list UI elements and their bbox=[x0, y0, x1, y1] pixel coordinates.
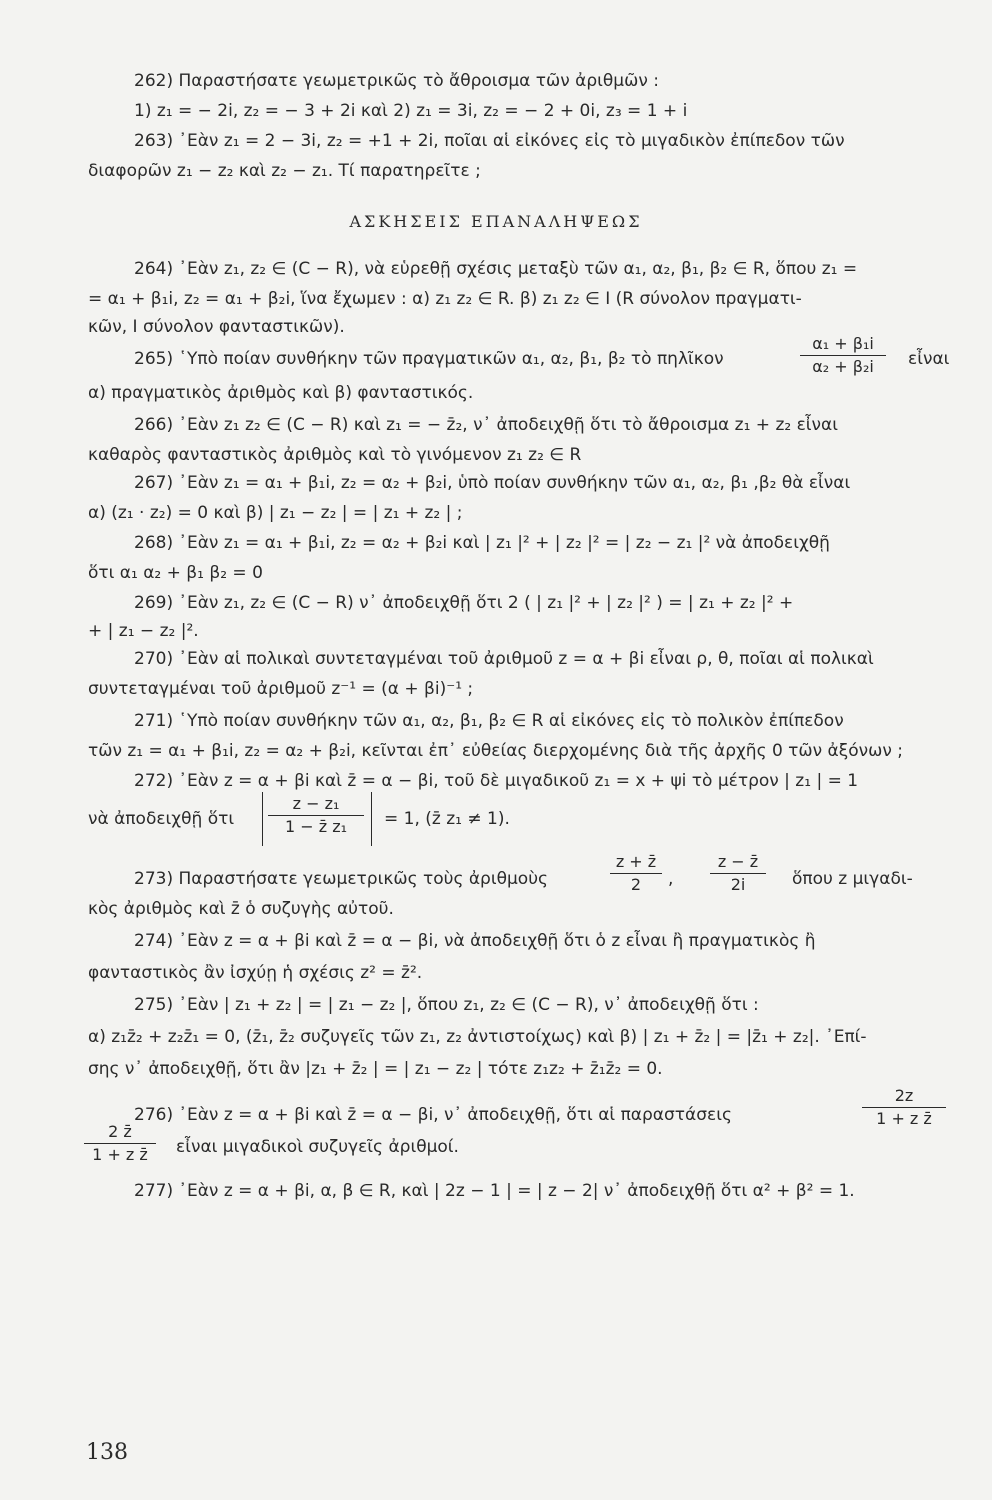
fraction-denominator: 2i bbox=[730, 875, 746, 894]
fraction-numerator: z − z₁ bbox=[292, 794, 340, 813]
exercise-270-cont: συντεταγμέναι τοῦ ἀριθμοῦ z⁻¹ = (α + βi)⁻¹ ; bbox=[88, 679, 474, 699]
exercise-264-cont2: κῶν, I σύνολον φανταστικῶν). bbox=[88, 317, 345, 337]
exercise-272-result: = 1, (z̄ z₁ ≠ 1). bbox=[384, 809, 510, 829]
exercise-275: 275) ᾿Εὰν | z₁ + z₂ | = | z₁ − z₂ |, ὅπου z₁, z₂ ∈ (C − R), ν᾿ ἀποδειχθῇ ὅτι : bbox=[134, 995, 759, 1015]
exercise-271-cont: τῶν z₁ = α₁ + β₁i, z₂ = α₂ + β₂i, κεῖνται ἐπ᾿ εὐθείας διερχομένης διὰ τῆς ἀρχῆς 0 τῶν ἀξόνων ; bbox=[88, 741, 903, 761]
fraction-bar bbox=[710, 873, 766, 874]
fraction-denominator: α₂ + β₂i bbox=[812, 357, 874, 376]
section-heading: ΑΣΚΗΣΕΙΣ ΕΠΑΝΑΛΗΨΕΩΣ bbox=[349, 212, 643, 231]
fraction-numerator: z − z̄ bbox=[717, 852, 759, 871]
fraction-273a bbox=[610, 852, 662, 895]
exercise-276: 276) ᾿Εὰν z = α + βi καὶ z̄ = α − βi, ν᾿ ἀποδειχθῇ, ὅτι αἱ παραστάσεις bbox=[134, 1105, 732, 1125]
fraction-numerator: z + z̄ bbox=[615, 852, 657, 871]
fraction-272 bbox=[268, 794, 364, 837]
exercise-270: 270) ᾿Εὰν αἱ πολικαὶ συντεταγμέναι τοῦ ἀριθμοῦ z = α + βi εἶναι ρ, θ, ποῖαι αἱ πολικαὶ bbox=[134, 649, 874, 669]
exercise-273-end: ὅπου z μιγαδι- bbox=[792, 869, 913, 889]
page-number: 138 bbox=[86, 1440, 128, 1465]
exercise-276-cont: εἶναι μιγαδικοὶ συζυγεῖς ἀριθμοί. bbox=[176, 1137, 459, 1157]
exercise-277: 277) ᾿Εὰν z = α + βi, α, β ∈ R, καὶ | 2z − 1 | = | z − 2| ν᾿ ἀποδειχθῇ ὅτι α² + β² = 1. bbox=[134, 1181, 855, 1201]
exercise-263: 263) ᾿Εὰν z₁ = 2 − 3i, z₂ = +1 + 2i, ποῖαι αἱ εἰκόνες εἰς τὸ μιγαδικὸν ἐπίπεδον τῶν bbox=[134, 131, 845, 151]
exercise-272-cont: νὰ ἀποδειχθῇ ὅτι bbox=[88, 809, 235, 829]
fraction-numerator: α₁ + β₁i bbox=[812, 334, 874, 353]
fraction-bar bbox=[610, 873, 662, 874]
fraction-bar bbox=[84, 1143, 156, 1144]
fraction-denominator: 2 bbox=[630, 875, 642, 894]
exercise-266: 266) ᾿Εὰν z₁ z₂ ∈ (C − R) καὶ z₁ = − z̄₂, ν᾿ ἀποδειχθῇ ὅτι τὸ ἄθροισμα z₁ + z₂ εἶναι bbox=[134, 415, 838, 435]
fraction-denominator: 1 + z z̄ bbox=[92, 1145, 148, 1164]
exercise-267-cont: α) (z₁ · z₂) = 0 καὶ β) | z₁ − z₂ | = | z₁ + z₂ | ; bbox=[88, 503, 463, 523]
fraction-bar bbox=[862, 1107, 946, 1108]
exercise-263-cont: διαφορῶν z₁ − z₂ καὶ z₂ − z₁. Τί παρατηρεῖτε ; bbox=[88, 161, 481, 181]
exercise-264: 264) ᾿Εὰν z₁, z₂ ∈ (C − R), νὰ εὑρεθῇ σχέσις μεταξὺ τῶν α₁, α₂, β₁, β₂ ∈ R, ὅπου z₁ = bbox=[134, 259, 858, 279]
fraction-273b bbox=[710, 852, 766, 895]
exercise-275-cont2: σης ν᾿ ἀποδειχθῇ, ὅτι ἂν |z₁ + z̄₂ | = | z₁ − z₂ | τότε z₁z₂ + z̄₁z̄₂ = 0. bbox=[88, 1059, 663, 1079]
fraction-numerator: 2z bbox=[894, 1086, 914, 1105]
fraction-denominator: 1 + z z̄ bbox=[876, 1109, 932, 1128]
exercise-266-cont: καθαρὸς φανταστικὸς ἀριθμὸς καὶ τὸ γινόμενον z₁ z₂ ∈ R bbox=[88, 445, 582, 465]
exercise-269: 269) ᾿Εὰν z₁, z₂ ∈ (C − R) ν᾿ ἀποδειχθῇ ὅτι 2 ( | z₁ |² + | z₂ |² ) = | z₁ + z₂ |² + bbox=[134, 593, 794, 613]
fraction-numerator: 2 z̄ bbox=[108, 1122, 132, 1141]
comma: , bbox=[668, 869, 674, 889]
exercise-273-cont: κὸς ἀριθμὸς καὶ z̄ ὁ συζυγὴς αὐτοῦ. bbox=[88, 899, 394, 919]
exercise-265: 265) ῾Υπὸ ποίαν συνθήκην τῶν πραγματικῶν α₁, α₂, β₁, β₂ τὸ πηλῖκον bbox=[134, 349, 724, 369]
exercise-262-parts: 1) z₁ = − 2i, z₂ = − 3 + 2i καὶ 2) z₁ = 3i, z₂ = − 2 + 0i, z₃ = 1 + i bbox=[134, 101, 688, 121]
exercise-275-cont: α) z₁z̄₂ + z₂z̄₁ = 0, (z̄₁, z̄₂ συζυγεῖς τῶν z₁, z₂ ἀντιστοίχως) καὶ β) | z₁ + z̄₂ | = |z̄₁ + z₂|. ᾿Επί- bbox=[88, 1027, 867, 1047]
exercise-267: 267) ᾿Εὰν z₁ = α₁ + β₁i, z₂ = α₂ + β₂i, ὑπὸ ποίαν συνθήκην τῶν α₁, α₂, β₁ ,β₂ θὰ εἶναι bbox=[134, 473, 851, 493]
exercise-268-cont: ὅτι α₁ α₂ + β₁ β₂ = 0 bbox=[88, 563, 263, 583]
exercise-274: 274) ᾿Εὰν z = α + βi καὶ z̄ = α − βi, νὰ ἀποδειχθῇ ὅτι ὁ z εἶναι ἢ πραγματικὸς ἢ bbox=[134, 931, 816, 951]
exercise-271: 271) ῾Υπὸ ποίαν συνθήκην τῶν α₁, α₂, β₁, β₂ ∈ R αἱ εἰκόνες εἰς τὸ πολικὸν ἐπίπεδον bbox=[134, 711, 844, 731]
fraction-265 bbox=[800, 334, 886, 377]
exercise-268: 268) ᾿Εὰν z₁ = α₁ + β₁i, z₂ = α₂ + β₂i καὶ | z₁ |² + | z₂ |² = | z₂ − z₁ |² νὰ ἀποδειχθῇ bbox=[134, 533, 830, 553]
fraction-bar bbox=[800, 355, 886, 356]
fraction-denominator: 1 − z̄ z₁ bbox=[284, 817, 348, 836]
exercise-265-end: εἶναι bbox=[908, 349, 950, 369]
exercise-269-cont: + | z₁ − z₂ |². bbox=[88, 621, 199, 641]
exercise-265-cont: α) πραγματικὸς ἀριθμὸς καὶ β) φανταστικός. bbox=[88, 383, 474, 403]
exercise-274-cont: φανταστικὸς ἂν ἰσχύῃ ἡ σχέσις z² = z̄². bbox=[88, 963, 423, 983]
exercise-262: 262) Παραστήσατε γεωμετρικῶς τὸ ἄθροισμα τῶν ἀριθμῶν : bbox=[134, 71, 659, 91]
fraction-276b bbox=[84, 1122, 156, 1165]
fraction-bar bbox=[268, 815, 364, 816]
fraction-276a bbox=[862, 1086, 946, 1129]
exercise-273: 273) Παραστήσατε γεωμετρικῶς τοὺς ἀριθμοὺς bbox=[134, 869, 549, 889]
exercise-264-cont: = α₁ + β₁i, z₂ = α₁ + β₂i, ἵνα ἔχωμεν : α) z₁ z₂ ∈ R. β) z₁ z₂ ∈ I (R σύνολον πραγματι- bbox=[88, 289, 802, 309]
exercise-272: 272) ᾿Εὰν z = α + βi καὶ z̄ = α − βi, τοῦ δὲ μιγαδικοῦ z₁ = x + ψi τὸ μέτρον | z₁ | = 1 bbox=[134, 771, 859, 791]
